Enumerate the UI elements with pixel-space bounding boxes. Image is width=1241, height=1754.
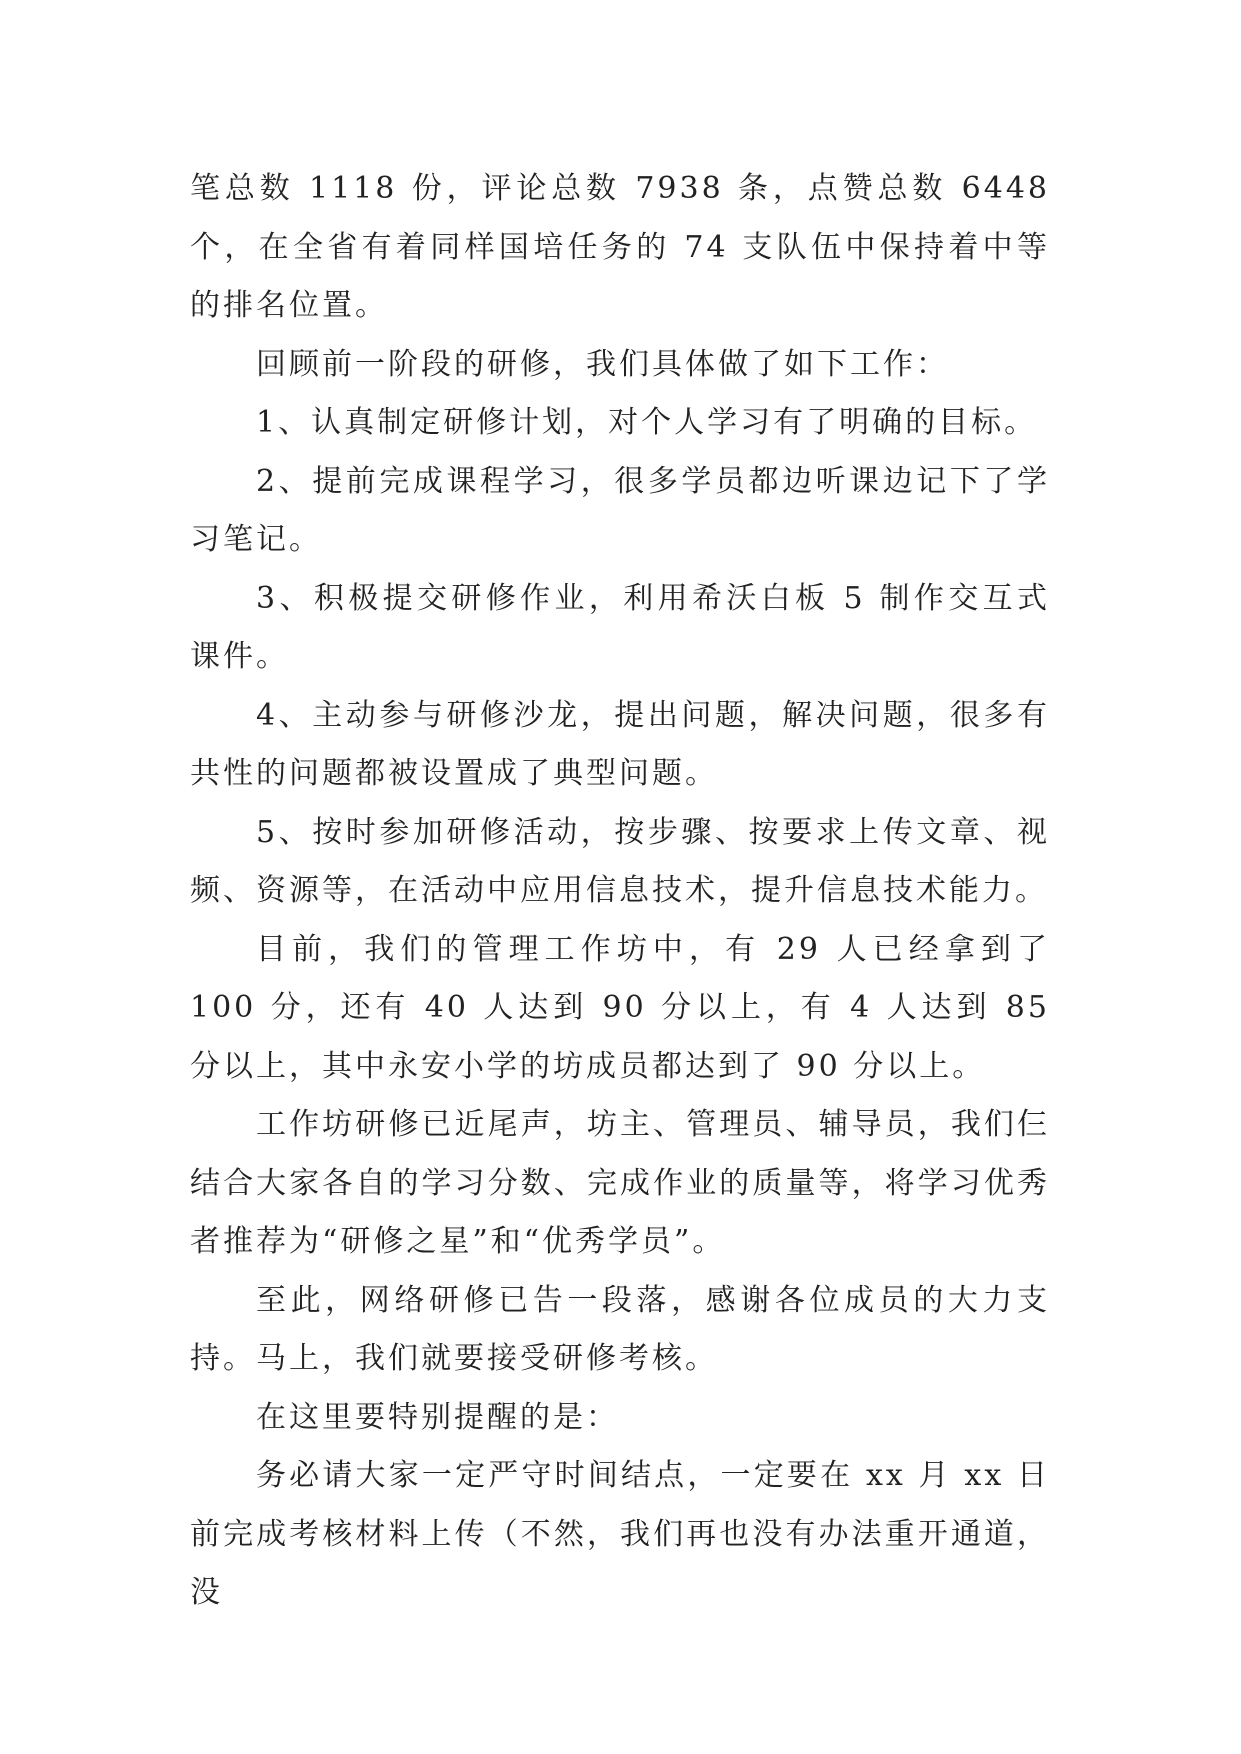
paragraph-review-intro: 回顾前一阶段的研修，我们具体做了如下工作： (256, 346, 949, 382)
paragraph-reminder-intro: 在这里要特别提醒的是： (256, 1399, 619, 1435)
paragraph-scores: 目前，我们的管理工作坊中，有 29 人已经拿到了 100 分，还有 40 人达到 90 分以上，有 4 人达到 85 分以上，其中永安小学的坊成员都达到了 90 分以上。 (190, 931, 1050, 1084)
paragraph-item-2: 2、提前完成课程学习，很多学员都边听课边记下了学习笔记。 (190, 463, 1050, 557)
paragraph-statistics: 笔总数 1118 份，评论总数 7938 条，点赞总数 6448 个，在全省有着同样国培任务的 74 支队伍中保持着中等的排名位置。 (190, 171, 1050, 323)
paragraph-thanks: 至此，网络研修已告一段落，感谢各位成员的大力支持。马上，我们就要接受研修考核。 (190, 1282, 1050, 1376)
paragraph-recommendation: 工作坊研修已近尾声，坊主、管理员、辅导员，我们仨结合大家各自的学习分数、完成作业的质量等，将学习优秀者推荐为“研修之星”和“优秀学员”。 (190, 1107, 1050, 1259)
paragraph-item-4: 4、主动参与研修沙龙，提出问题，解决问题，很多有共性的问题都被设置成了典型问题。 (190, 697, 1050, 791)
paragraph-item-1: 1、认真制定研修计划，对个人学习有了明确的目标。 (256, 405, 1038, 440)
paragraph-item-5: 5、按时参加研修活动，按步骤、按要求上传文章、视频、资源等，在活动中应用信息技术，提升信息技术能力。 (190, 814, 1050, 908)
document-body (190, 160, 1050, 1623)
paragraph-deadline: 务必请大家一定严守时间结点，一定要在 xx 月 xx 日前完成考核材料上传（不然，我们再也没有办法重开通道，没 (190, 1458, 1050, 1610)
paragraph-item-3: 3、积极提交研修作业，利用希沃白板 5 制作交互式课件。 (190, 580, 1050, 674)
